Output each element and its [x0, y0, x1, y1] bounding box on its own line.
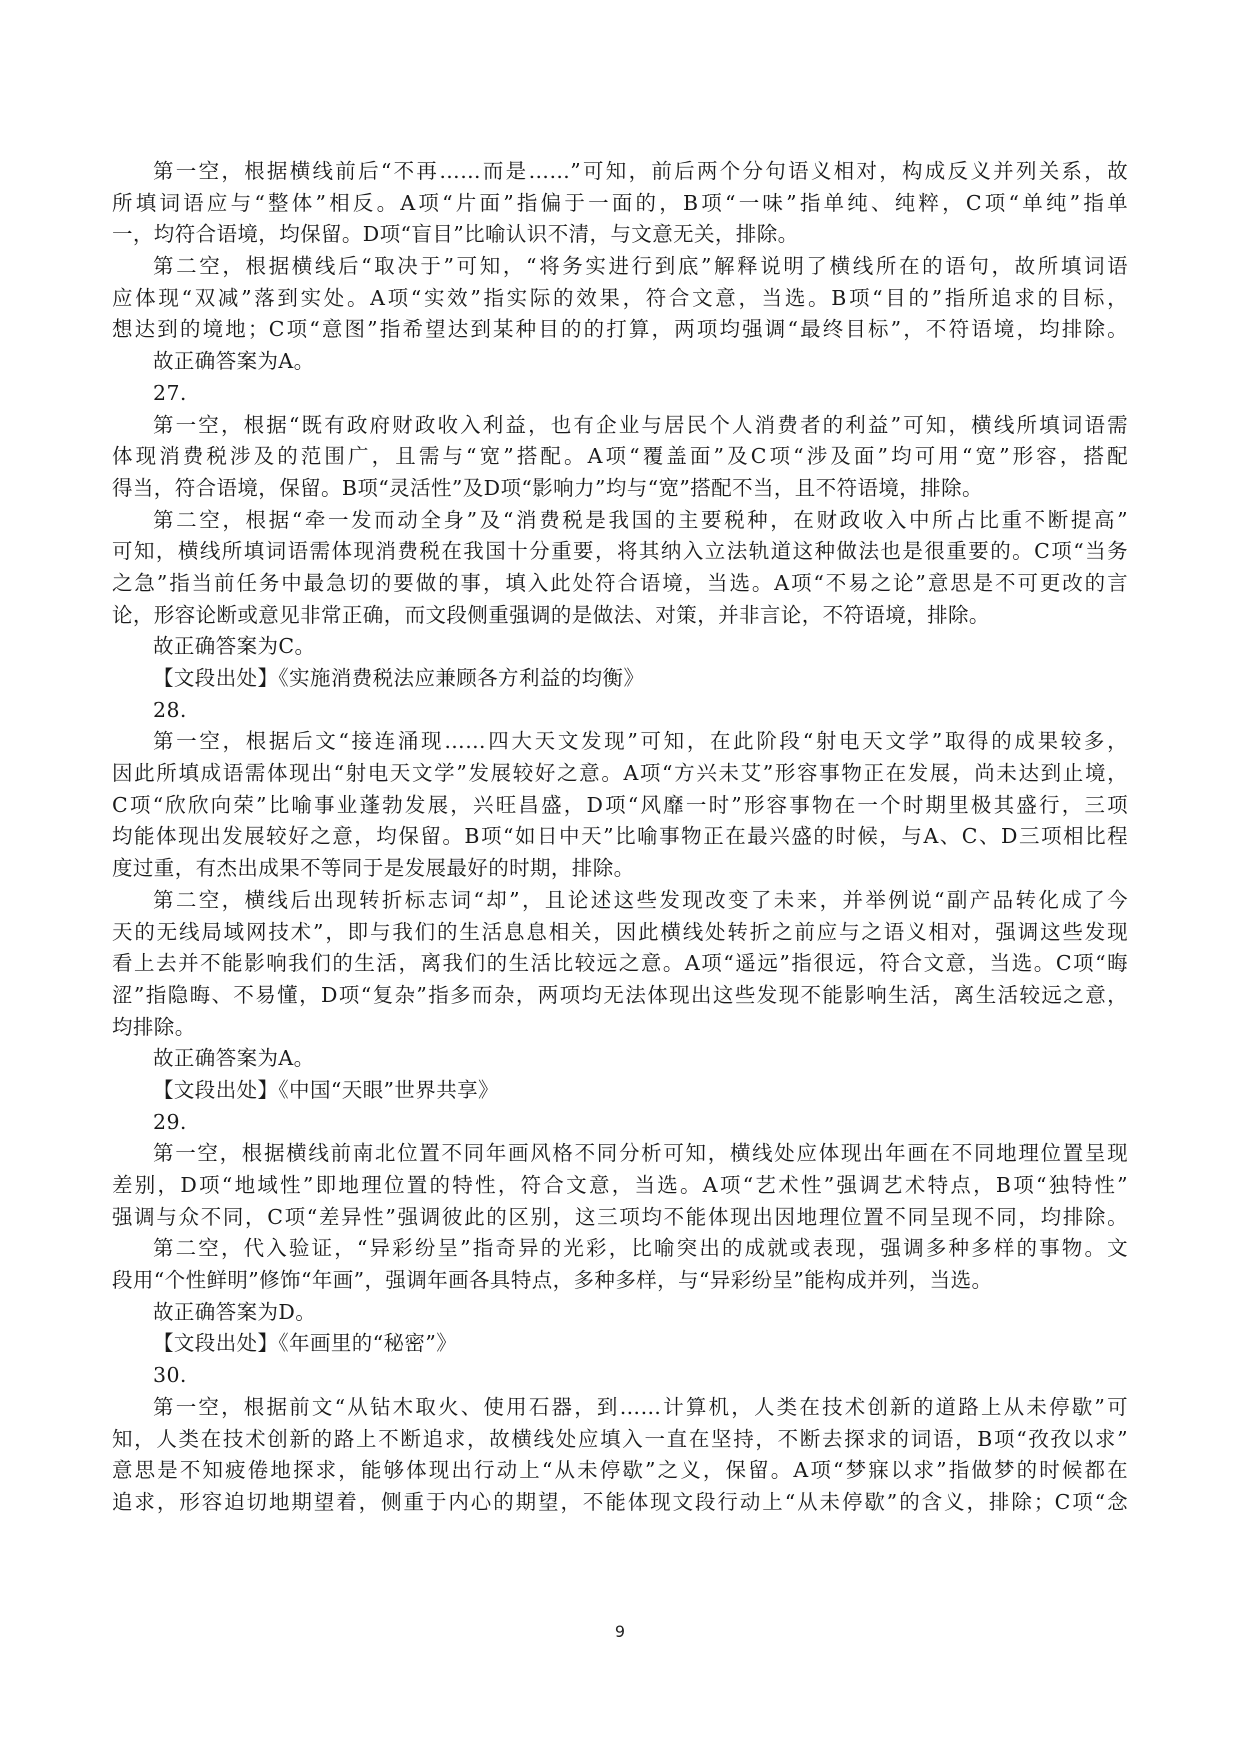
paragraph-line: 所填词语应与“整体”相反。A项“片面”指偏于一面的，B项“一味”指单纯、纯粹，C项“单纯”指单 [112, 190, 1128, 215]
paragraph-first-line: 故正确答案为A。 [153, 1046, 315, 1071]
paragraph-first-line: 27. [153, 380, 187, 405]
paragraph-line: 均能体现出发展较好之意，均保留。B项“如日中天”比喻事物正在最兴盛的时候，与A、C、D三项相比程 [112, 824, 1128, 849]
paragraph-first-line: 第一空，根据后文“接连涌现……四大天文发现”可知，在此阶段“射电天文学”取得的成果较多， [153, 729, 1128, 754]
paragraph-line: 得当，符合语境，保留。B项“灵活性”及D项“影响力”均与“宽”搭配不当，且不符语境，排除。 [112, 475, 983, 500]
paragraph-line: C项“欣欣向荣”比喻事业蓬勃发展，兴旺昌盛，D项“风靡一时”形容事物在一个时期里极其盛行，三项 [112, 792, 1128, 817]
paragraph-line: 看上去并不能影响我们的生活，离我们的生活比较远之意。A项“遥远”指很远，符合文意，当选。C项“晦 [112, 951, 1128, 976]
paragraph-line: 涩”指隐晦、不易懂，D项“复杂”指多而杂，两项均无法体现出这些发现不能影响生活，离生活较远之意， [112, 982, 1128, 1007]
paragraph-first-line: 故正确答案为C。 [153, 634, 316, 659]
document-page [112, 156, 1128, 1519]
paragraph-line: 因此所填成语需体现出“射电天文学”发展较好之意。A项“方兴未艾”形容事物正在发展，尚未达到止境， [112, 761, 1128, 786]
paragraph-first-line: 28. [153, 697, 187, 722]
paragraph-line: 段用“个性鲜明”修饰“年画”，强调年画各具特点，多种多样，与“异彩纷呈”能构成并列，当选。 [112, 1268, 993, 1293]
paragraph-line: 论，形容论断或意见非常正确，而文段侧重强调的是做法、对策，并非言论，不符语境，排除。 [112, 602, 990, 627]
paragraph-line: 均排除。 [112, 1014, 196, 1039]
paragraph-line: 应体现“双减”落到实处。A项“实效”指实际的效果，符合文意，当选。B项“目的”指所追求的目标， [112, 285, 1128, 310]
paragraph-line: 一，均符合语境，均保留。D项“盲目”比喻认识不清，与文意无关，排除。 [112, 222, 799, 247]
paragraph-line: 度过重，有杰出成果不等同于是发展最好的时期，排除。 [112, 856, 635, 881]
paragraph-line: 天的无线局域网技术”，即与我们的生活息息相关，因此横线处转折之前应与之语义相对，强调这些发现 [112, 919, 1128, 944]
paragraph-line: 可知，横线所填词语需体现消费税在我国十分重要，将其纳入立法轨道这种做法也是很重要的。C项“当务 [112, 539, 1128, 564]
paragraph-first-line: 第二空，根据横线后“取决于”可知，“将务实进行到底”解释说明了横线所在的语句，故所填词语 [153, 254, 1128, 279]
paragraph-first-line: 第一空，根据前文“从钻木取火、使用石器，到……计算机，人类在技术创新的道路上从未停歇”可 [153, 1394, 1128, 1419]
paragraph-first-line: 【文段出处】《年画里的“秘密”》 [153, 1331, 458, 1356]
paragraph-line: 体现消费税涉及的范围广，且需与“宽”搭配。A项“覆盖面”及C项“涉及面”均可用“宽”形容，搭配 [112, 444, 1128, 469]
paragraph-line: 知，人类在技术创新的路上不断追求，故横线处应填入一直在坚持，不断去探求的词语，B项“孜孜以求” [112, 1426, 1128, 1451]
paragraph-line: 追求，形容迫切地期望着，侧重于内心的期望，不能体现文段行动上“从未停歇”的含义，排除；C项“念 [112, 1489, 1128, 1514]
paragraph-line: 想达到的境地；C项“意图”指希望达到某种目的的打算，两项均强调“最终目标”，不符语境，均排除。 [112, 317, 1128, 342]
paragraph-first-line: 【文段出处】《实施消费税法应兼顾各方利益的均衡》 [153, 666, 645, 690]
document-body [112, 156, 1128, 1519]
paragraph-first-line: 故正确答案为D。 [153, 1299, 317, 1324]
paragraph-line: 差别，D项“地域性”即地理位置的特性，符合文意，当选。A项“艺术性”强调艺术特点，B项“独特性” [112, 1173, 1128, 1197]
paragraph-first-line: 第二空，根据“牵一发而动全身”及“消费税是我国的主要税种，在财政收入中所占比重不断提高” [153, 507, 1128, 532]
page-number: 9 [614, 1622, 626, 1641]
paragraph-first-line: 29. [153, 1109, 187, 1134]
paragraph-first-line: 第一空，根据“既有政府财政收入利益，也有企业与居民个人消费者的利益”可知，横线所填词语需 [153, 412, 1128, 437]
paragraph-line: 意思是不知疲倦地探求，能够体现出行动上“从未停歇”之义，保留。A项“梦寐以求”指做梦的时候都在 [112, 1458, 1128, 1483]
paragraph-line: 之急”指当前任务中最急切的要做的事，填入此处符合语境，当选。A项“不易之论”意思是不可更改的言 [112, 570, 1128, 595]
paragraph-first-line: 30. [153, 1363, 187, 1388]
paragraph-first-line: 第二空，横线后出现转折标志词“却”，且论述这些发现改变了未来，并举例说“副产品转化成了今 [153, 887, 1128, 912]
paragraph-line: 强调与众不同，C项“差异性”强调彼此的区别，这三项均不能体现出因地理位置不同呈现不同，均排除。 [112, 1204, 1128, 1229]
paragraph-first-line: 故正确答案为A。 [153, 349, 315, 374]
paragraph-first-line: 【文段出处】《中国“天眼”世界共享》 [153, 1077, 499, 1102]
paragraph-first-line: 第一空，根据横线前后“不再……而是……”可知，前后两个分句语义相对，构成反义并列关系，故 [153, 159, 1128, 183]
paragraph-first-line: 第一空，根据横线前南北位置不同年画风格不同分析可知，横线处应体现出年画在不同地理位置呈现 [153, 1141, 1128, 1166]
paragraph-first-line: 第二空，代入验证，“异彩纷呈”指奇异的光彩，比喻突出的成就或表现，强调多种多样的事物。文 [153, 1236, 1128, 1261]
